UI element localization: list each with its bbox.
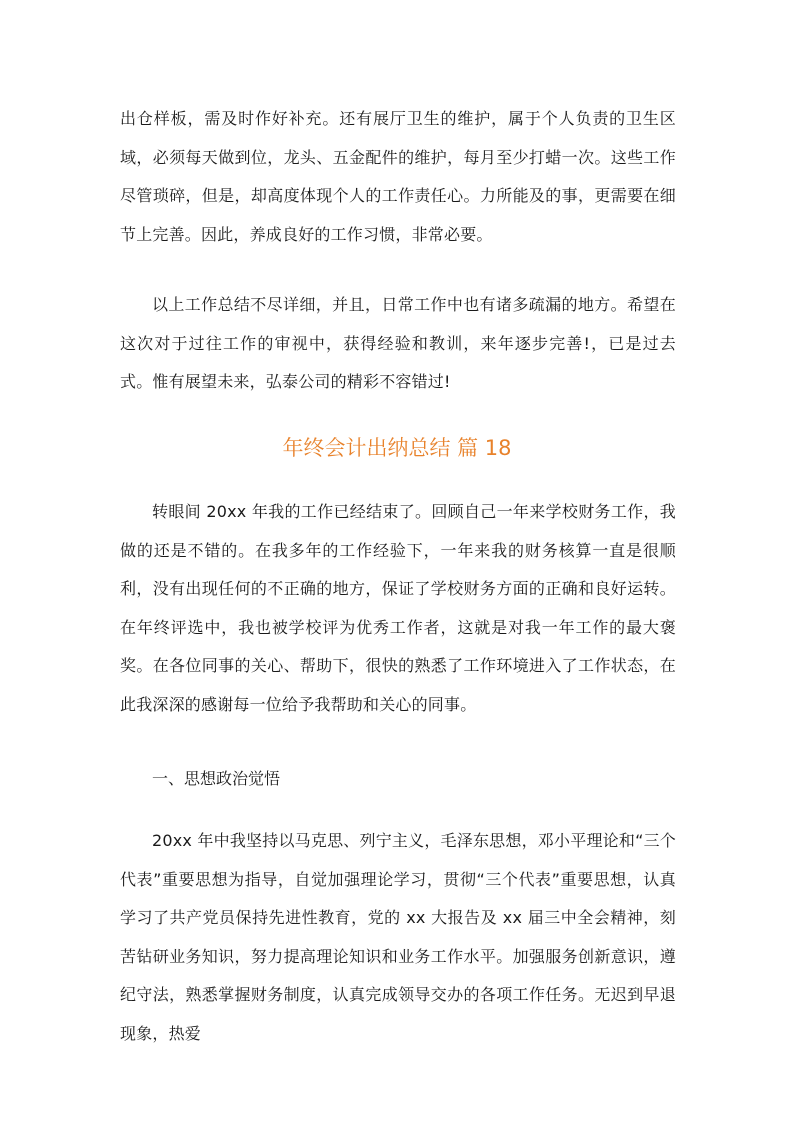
paragraph-summary: 以上工作总结不尽详细，并且，日常工作中也有诸多疏漏的地方。希望在这次对于过往工作的审视中，获得经验和教训，来年逐步完善!，已是过去式。惟有展望未来，弘泰公司的精彩不容错过! [120, 295, 676, 391]
subheading-political-awareness: 一、思想政治觉悟 [152, 769, 281, 788]
paragraph-continued: 出仓样板，需及时作好补充。还有展厅卫生的维护，属于个人负责的卫生区域，必须每天做到位，龙头、五金配件的维护，每月至少打蜡一次。这些工作尽管琐碎，但是，却高度体现个人的工作责任心。力所能及的事，更需要在细节上完善。因此，养成良好的工作习惯，非常必要。 [120, 109, 676, 244]
section-title: 年终会计出纳总结 篇 18 [282, 436, 512, 460]
paragraph-intro: 转眼间 20xx 年我的工作已经结束了。回顾自己一年来学校财务工作，我做的还是不错的。在我多年的工作经验下，一年来我的财务核算一直是很顺利，没有出现任何的不正确的地方，保证了学校财务方面的正确和良好运转。在年终评选中，我也被学校评为优秀工作者，这就是对我一年工作的最大褒奖。在各位同事的关心、帮助下，很快的熟悉了工作环境进入了工作状态，在此我深深的感谢每一位给予我帮助和关心的同事。 [120, 502, 676, 714]
paragraph-politics: 20xx 年中我坚持以马克思、列宁主义，毛泽东思想，邓小平理论和“三个代表”重要思想为指导，自觉加强理论学习，贯彻“三个代表”重要思想，认真学习了共产党员保持先进性教育，党的 xx 大报告及 xx 届三中全会精神，刻苦钻研业务知识，努力提高理论知识和业务工作水平。加强服务创新意识，遵纪守法，熟悉掌握财务制度，认真完成领导交办的各项工作任务。无迟到早退现象，热爱 [120, 831, 676, 1043]
